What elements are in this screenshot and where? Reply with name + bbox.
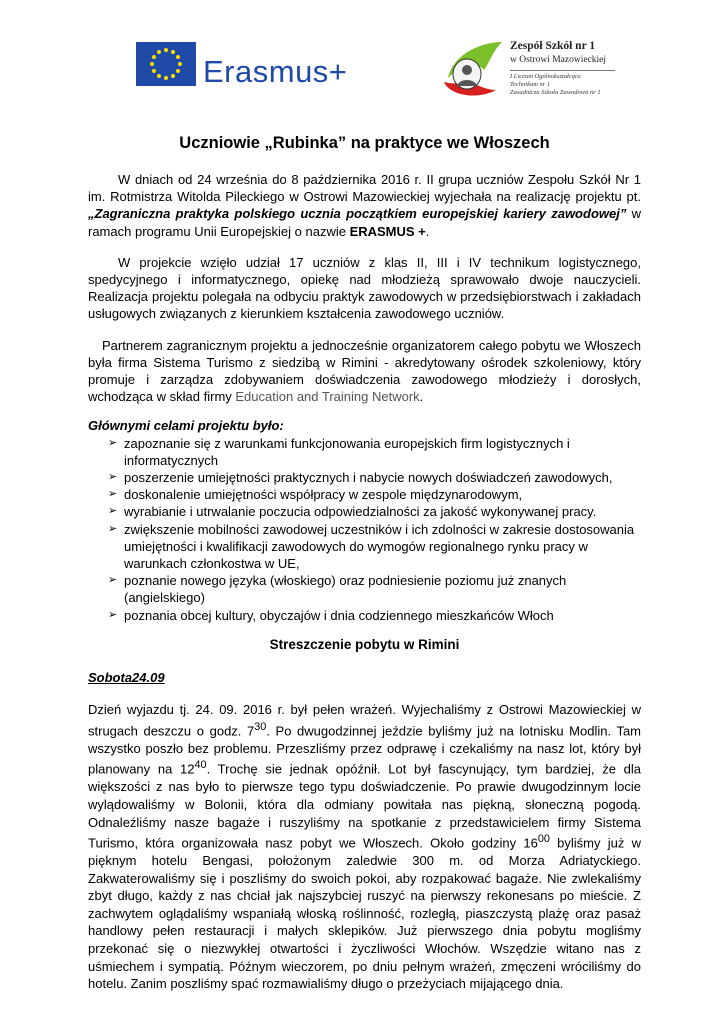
arrow-bullet-icon: ➢ — [108, 522, 118, 535]
network-name: Education and Training Network — [235, 389, 420, 405]
goals-list — [88, 435, 638, 624]
summary-heading: Streszczenie pobytu w Rimini — [269, 636, 460, 652]
intro-paragraph: W dniach od 24 września do 8 października 2016 r. II grupa uczniów Zespołu Szkół Nr 1 im. Rotmistrza Witolda Pileckiego w Ostrowi Mazowieckiej wyjechała na realizację projektu pt. „Zagraniczna praktyka polskiego ucznia początkiem europejskiej kariery zawodowej” w ramach programu Unii Europejskiej o nazwie ERASMUS +. — [88, 172, 642, 239]
list-item: ➢ zwiększenie mobilności zawodowej uczestników i ich zdolności w zakresie dostosowania umiejętności i kwalifikacji zawodowych do wymogów regionalnego rynku pracy w warunkach członkostwa w UE, — [108, 521, 635, 572]
program-name: ERASMUS + — [349, 223, 426, 239]
list-item: ➢ poznania obcej kultury, obyczajów i dnia codziennego mieszkańców Włoch — [108, 607, 554, 623]
goals-heading: Głównymi celami projektu było: — [88, 418, 284, 434]
list-item: ➢ poszerzenie umiejętności praktycznych i nabycie nowych doświadczeń zawodowych, — [108, 470, 613, 486]
arrow-bullet-icon: ➢ — [108, 471, 118, 484]
eu-flag-icon — [136, 42, 196, 86]
arrow-bullet-icon: ➢ — [108, 505, 118, 518]
school-unit: Zasadnicza Szkoła Zawodowa nr 1 — [510, 89, 601, 96]
project-title: „Zagraniczna praktyka polskiego ucznia początkiem europejskiej kariery zawodowej” — [88, 206, 627, 222]
list-item: ➢ wyrabianie i utrwalanie poczucia odpowiedzialności za jakość wykonywanej pracy. — [108, 504, 597, 520]
school-unit: Technikum nr 1 — [510, 81, 551, 88]
partner-paragraph: Partnerem zagranicznym projektu a jednocześnie organizatorem całego pobytu we Włoszech była firma Sistema Turismo z siedzibą w Rimini - akredytowany ośrodek szkoleniowy, który promuje i zarządza zdobywaniem doświadczenia zawodowego młodzieży i dorosłych, wchodząca w skład firmy Education and Training Network. — [88, 337, 641, 405]
list-item: ➢ zapoznanie się z warunkami funkcjonowania europejskich firm logistycznych i informatycznych — [108, 435, 570, 468]
participants-paragraph: W projekcie wzięło udział 17 uczniów z klas II, III i IV technikum logistycznego, spedycyjnego i informatycznego, opiekę nad młodzieżą sprawowało dwoje nauczycieli. Realizacja projektu polegała na odbyciu praktyk zawodowych w przedsiębiorstwach i zakładach usługowych związanych z kierunkiem kształcenia zawodowego uczniów. — [88, 254, 641, 322]
arrow-bullet-icon: ➢ — [108, 436, 118, 449]
school-unit: I Liceum Ogólnokształcące — [510, 73, 581, 80]
school-location: w Ostrowi Mazowieckiej — [510, 55, 607, 65]
arrow-bullet-icon: ➢ — [108, 608, 118, 621]
page-header — [0, 0, 725, 110]
article-title: Uczniowie „Rubinka” na praktyce we Włoszech — [179, 134, 550, 152]
day-heading: Sobota24.09 — [88, 670, 165, 686]
list-item: ➢ poznanie nowego języka (włoskiego) oraz podniesienie poziomu już znanych (angielskiego) — [108, 573, 567, 606]
article-body — [88, 134, 641, 993]
school-emblem-icon — [440, 40, 506, 100]
school-divider — [510, 70, 615, 71]
arrow-bullet-icon: ➢ — [108, 488, 118, 501]
arrow-bullet-icon: ➢ — [108, 574, 118, 587]
school-name: Zespół Szkół nr 1 — [510, 40, 596, 52]
erasmus-logo-text: Erasmus+ — [203, 54, 348, 89]
list-item: ➢ doskonalenie umiejętności współpracy w zespole międzynarodowym, — [108, 487, 523, 503]
day-description: Dzień wyjazdu tj. 24. 09. 2016 r. był pełen wrażeń. Wyjechaliśmy z Ostrowi Mazowieckiej w strugach deszczu o godz. $7^{30}$. Po dwugodzinnej jeździe byliśmy już na lotnisku Modlin. Tam wszystko poszło bez problemu. Przeszliśmy przez odprawę i czekaliśmy na nasz lot, który był planowany na $12^{40}$. Trochę sie jednak opóźnił. Lot był fascynujący, tym bardziej, że dla większości z nas było to pierwsze tego typu doświadczenie. Po prawie dwugodzinnym locie wylądowaliśmy w Bolonii, która dla odmiany powitała nas piękną, słoneczną pogodą. Odnaleźliśmy nasze bagaże i ruszyliśmy na spotkanie z przedstawicielem firmy Sistema Turismo, która organizowała nasz pobyt we Włoszech. Około godziny $16^{00}$ byliśmy już w pięknym hotelu Bengasi, położonym zaledwie 300 m. od Morza Adriatyckiego. Zakwaterowaliśmy się i poszliśmy do swoich pokoi, aby rozpakować bagaże. Nie zwlekaliśmy zbyt długo, każdy z nas chciał jak najszybciej ruszyć na pierwszy rekonesans po mieście. Z zachwytem oglądaliśmy wspaniałą włoską roślinność, rozległą, piaszczystą plażę oraz pasaż handlowy pełen restauracji i małych sklepików. Już pierwszego dnia pobytu mogliśmy przekonać się o niezwykłej otwartości i życzliwości Włochów. Wszędzie witano nas z uśmiechem i sympatią. Późnym wieczorem, po dniu pełnym wrażeń, zmęczeni wróciliśmy do hotelu. Zanim poszliśmy spać rozmawialiśmy długo o przeżyciach mijającego dnia. — [88, 702, 642, 992]
